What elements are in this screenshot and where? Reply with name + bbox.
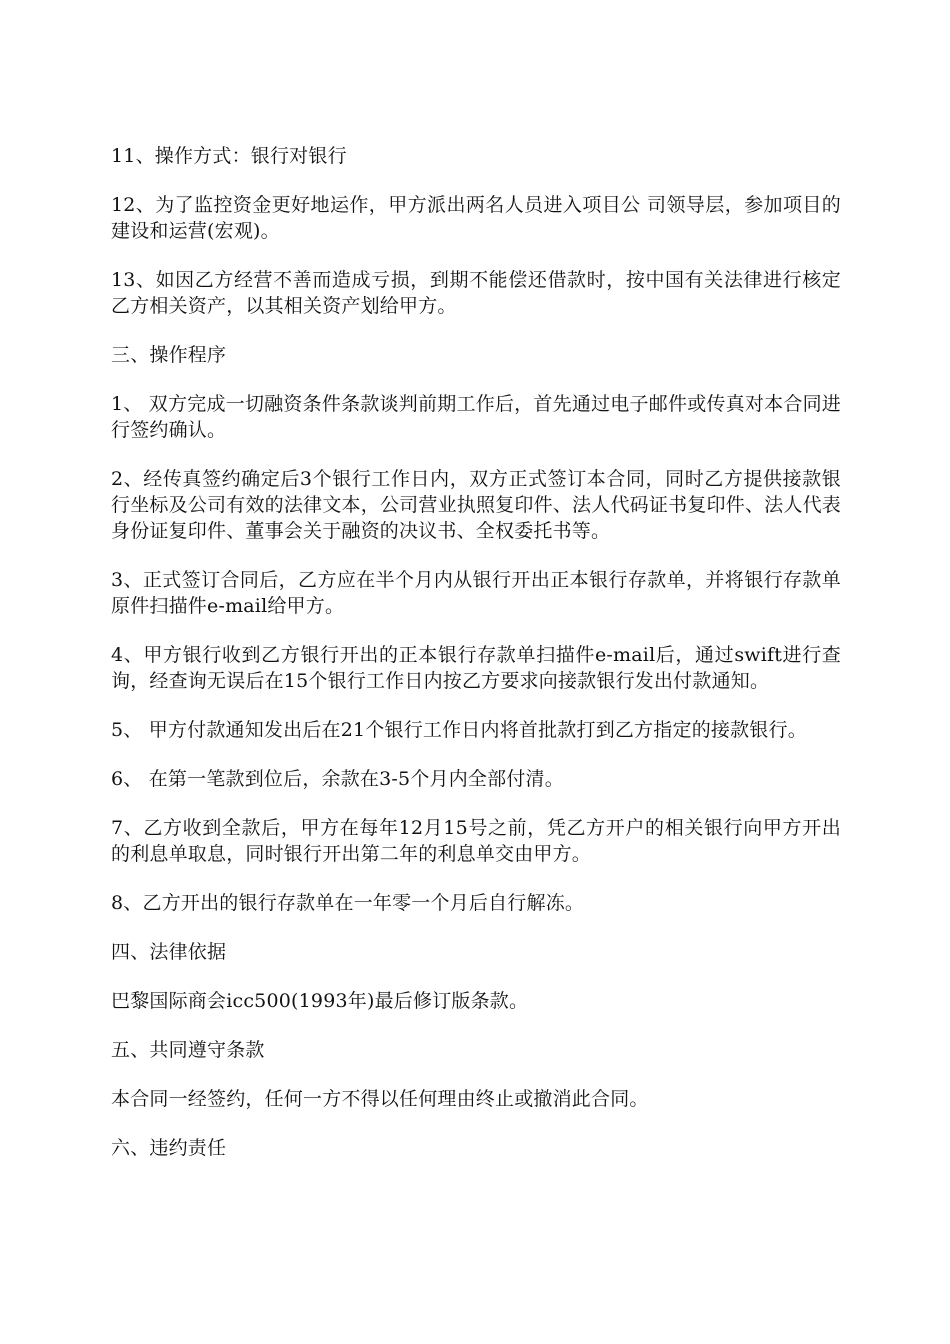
section-heading-procedure: 三、操作程序 [111, 344, 227, 366]
procedure-step-1: 1、 双方完成一切融资条件条款谈判前期工作后，首先通过电子邮件或传真对本合同进行签约确认。 [111, 393, 841, 441]
procedure-step-6: 6、 在第一笔款到位后，余款在3-5个月内全部付清。 [111, 768, 564, 790]
document-body [111, 143, 841, 1184]
section-heading-liability: 六、违约责任 [111, 1137, 227, 1159]
procedure-step-4: 4、甲方银行收到乙方银行开出的正本银行存款单扫描件e-mail后，通过swift进行查询，经查询无误后在15个银行工作日内按乙方要求向接款银行发出付款通知。 [111, 644, 841, 692]
procedure-step-3: 3、正式签订合同后，乙方应在半个月内从银行开出正本银行存款单，并将银行存款单原件扫描件e-mail给甲方。 [111, 569, 841, 617]
procedure-step-2: 2、经传真签约确定后3个银行工作日内，双方正式签订本合同，同时乙方提供接款银行坐标及公司有效的法律文本，公司营业执照复印件、法人代码证书复印件、法人代表身份证复印件、董事会关于融资的决议书、全权委托书等。 [111, 468, 841, 542]
legal-basis-text: 巴黎国际商会icc500(1993年)最后修订版条款。 [111, 990, 529, 1012]
procedure-step-8: 8、乙方开出的银行存款单在一年零一个月后自行解冻。 [111, 892, 585, 914]
section-heading-legal-basis: 四、法律依据 [111, 941, 227, 963]
procedure-step-5: 5、 甲方付款通知发出后在21个银行工作日内将首批款打到乙方指定的接款银行。 [111, 719, 807, 741]
clause-11: 11、操作方式：银行对银行 [111, 145, 347, 167]
common-terms-text: 本合同一经签约，任何一方不得以任何理由终止或撤消此合同。 [111, 1088, 649, 1110]
clause-13: 13、如因乙方经营不善而造成亏损，到期不能偿还借款时，按中国有关法律进行核定乙方相关资产，以其相关资产划给甲方。 [111, 269, 841, 317]
procedure-step-7: 7、乙方收到全款后，甲方在每年12月15号之前，凭乙方开户的相关银行向甲方开出的利息单取息，同时银行开出第二年的利息单交由甲方。 [111, 817, 841, 865]
section-heading-common-terms: 五、共同遵守条款 [111, 1039, 265, 1061]
clause-12: 12、为了监控资金更好地运作，甲方派出两名人员进入项目公 司领导层，参加项目的建设和运营(宏观)。 [111, 194, 841, 242]
